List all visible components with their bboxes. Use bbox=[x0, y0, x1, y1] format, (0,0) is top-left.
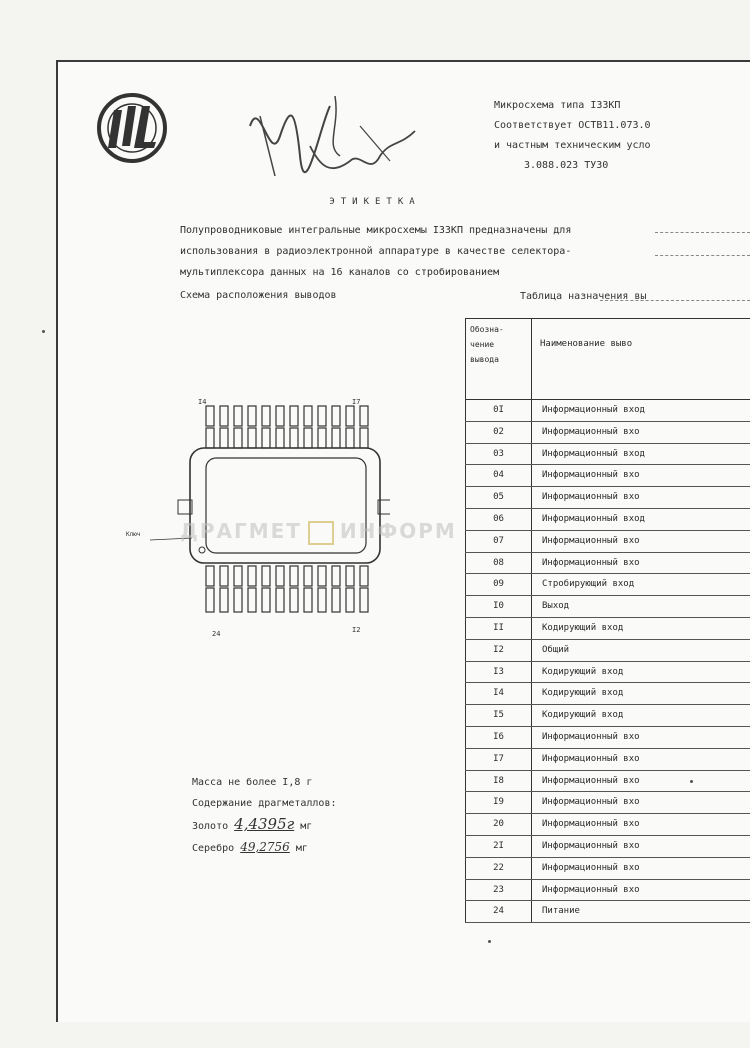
package-pin bbox=[262, 428, 270, 448]
table-row bbox=[465, 400, 750, 422]
pin-function: Выход bbox=[542, 601, 570, 612]
package-pin bbox=[332, 428, 340, 448]
table-header bbox=[465, 319, 750, 400]
pin-function: Стробирующий вход bbox=[542, 579, 635, 590]
mass-info bbox=[192, 772, 337, 859]
intro-line: использования в радиоэлектронной аппаратуре в качестве селектора- bbox=[180, 246, 572, 257]
package-pin bbox=[234, 406, 242, 426]
pin-function: Кодирующий вход bbox=[542, 622, 624, 633]
gold-unit: мг bbox=[300, 821, 313, 832]
package-pin bbox=[346, 566, 354, 586]
table-row bbox=[465, 487, 750, 509]
pin-number: 02 bbox=[465, 422, 532, 443]
package-pin bbox=[234, 428, 242, 448]
package-pin bbox=[248, 406, 256, 426]
package-pin bbox=[360, 406, 368, 426]
pin-function: Кодирующий вход bbox=[542, 688, 624, 699]
pin-number: 22 bbox=[465, 858, 532, 879]
pinout-caption: Схема расположения выводов bbox=[180, 290, 337, 301]
handwritten-signature bbox=[240, 86, 430, 196]
table-row bbox=[465, 596, 750, 618]
package-pin bbox=[234, 588, 242, 612]
pin-number: I2 bbox=[465, 640, 532, 661]
package-pin bbox=[276, 566, 284, 586]
table-row bbox=[465, 618, 750, 640]
table-row bbox=[465, 553, 750, 575]
package-pin bbox=[318, 588, 326, 612]
package-pin bbox=[206, 428, 214, 448]
header-line: и частным техническим усло bbox=[494, 140, 651, 151]
table-row bbox=[465, 727, 750, 749]
package-pin bbox=[220, 588, 228, 612]
pin-function: Кодирующий вход bbox=[542, 710, 624, 721]
pin-number: 23 bbox=[465, 880, 532, 901]
table-row bbox=[465, 422, 750, 444]
pin-number: 0I bbox=[465, 400, 532, 421]
pin-number: 2I bbox=[465, 836, 532, 857]
package-pin bbox=[290, 428, 298, 448]
table-row bbox=[465, 814, 750, 836]
package-pin bbox=[206, 588, 214, 612]
scan-speck bbox=[690, 780, 693, 783]
package-pin bbox=[220, 406, 228, 426]
package-pin bbox=[332, 588, 340, 612]
silver-unit: мг bbox=[295, 843, 308, 854]
package-pin bbox=[318, 428, 326, 448]
silver-line bbox=[192, 837, 337, 859]
package-pin bbox=[276, 428, 284, 448]
pin-function: Информационный вход bbox=[542, 448, 645, 459]
pin-assignment-table bbox=[465, 318, 750, 923]
package-pin bbox=[206, 566, 214, 586]
package-pin bbox=[248, 566, 256, 586]
specification-header bbox=[494, 96, 651, 176]
package-pin bbox=[346, 428, 354, 448]
pin-function: Информационный вхо bbox=[542, 426, 640, 437]
pin-number: 24 bbox=[465, 901, 532, 922]
document-title: ЭТИКЕТКА bbox=[329, 197, 421, 207]
table-row bbox=[465, 749, 750, 771]
pin-number: 09 bbox=[465, 574, 532, 595]
header-line: 3.088.023 ТУ30 bbox=[524, 160, 609, 171]
scan-artifact-line bbox=[655, 255, 750, 257]
watermark-right: ИНФОРМ bbox=[339, 519, 457, 543]
pin-label-bottom-left: 24 bbox=[212, 630, 221, 638]
intro-line: Полупроводниковые интегральные микросхемы I33КП предназначены для bbox=[180, 225, 572, 236]
pin-function: Информационный вхо bbox=[542, 840, 640, 851]
pin-number: I6 bbox=[465, 727, 532, 748]
pin-number: 05 bbox=[465, 487, 532, 508]
pin-function: Информационный вхо bbox=[542, 753, 640, 764]
package-pin bbox=[262, 406, 270, 426]
package-pin bbox=[276, 406, 284, 426]
column-header-function: Наименование выво bbox=[540, 339, 633, 349]
table-row bbox=[465, 640, 750, 662]
pin-function: Питание bbox=[542, 906, 580, 917]
pin-number: II bbox=[465, 618, 532, 639]
table-row bbox=[465, 465, 750, 487]
pin-function: Кодирующий вход bbox=[542, 666, 624, 677]
pin-function: Информационный вход bbox=[542, 513, 645, 524]
package-pin bbox=[290, 566, 298, 586]
header-line: Микросхема типа I33КП bbox=[494, 100, 621, 111]
package-pin bbox=[304, 406, 312, 426]
table-body bbox=[465, 400, 750, 923]
pin-function: Информационный вхо bbox=[542, 557, 640, 568]
package-pin bbox=[290, 588, 298, 612]
table-row bbox=[465, 683, 750, 705]
pin-number: 03 bbox=[465, 444, 532, 465]
precious-metals-line: Содержание драгметаллов: bbox=[192, 798, 337, 809]
package-pin bbox=[220, 566, 228, 586]
package-pin bbox=[318, 406, 326, 426]
package-pin bbox=[318, 566, 326, 586]
scan-artifact-line bbox=[655, 232, 750, 234]
pin-function: Информационный вхо bbox=[542, 884, 640, 895]
package-pin bbox=[220, 428, 228, 448]
pin-label-bottom-right: I2 bbox=[352, 626, 361, 634]
package-pin bbox=[206, 406, 214, 426]
package-pin bbox=[262, 588, 270, 612]
manufacturer-logo bbox=[92, 88, 172, 168]
table-row bbox=[465, 531, 750, 553]
table-row bbox=[465, 509, 750, 531]
pin-number: 20 bbox=[465, 814, 532, 835]
table-row bbox=[465, 574, 750, 596]
pin-function: Информационный вход bbox=[542, 405, 645, 415]
table-row bbox=[465, 836, 750, 858]
package-pin bbox=[304, 588, 312, 612]
pin-number: 07 bbox=[465, 531, 532, 552]
intro-paragraph bbox=[180, 220, 600, 283]
package-pin bbox=[248, 588, 256, 612]
pin-function: Информационный вхо bbox=[542, 775, 640, 786]
silver-value: 49,2756 bbox=[240, 840, 290, 854]
pin-label-top-left: I4 bbox=[198, 398, 207, 406]
package-pin bbox=[248, 428, 256, 448]
package-pin bbox=[346, 588, 354, 612]
package-pin bbox=[360, 566, 368, 586]
pin-number: I8 bbox=[465, 771, 532, 792]
pin-number: 06 bbox=[465, 509, 532, 530]
package-pin bbox=[276, 588, 284, 612]
intro-line: мультиплексора данных на 16 каналов со стробированием bbox=[180, 267, 500, 278]
table-row bbox=[465, 705, 750, 727]
gold-label: Золото bbox=[192, 821, 229, 832]
pin-number: I7 bbox=[465, 749, 532, 770]
package-pin bbox=[360, 588, 368, 612]
watermark-left: ДРАГМЕТ bbox=[180, 519, 302, 543]
column-header-pin: Обозна- чение вывода bbox=[465, 319, 532, 399]
scan-speck bbox=[42, 330, 45, 333]
pin-function: Информационный вхо bbox=[542, 470, 640, 481]
pin-number: I0 bbox=[465, 596, 532, 617]
table-row bbox=[465, 880, 750, 902]
pin-table-caption: Таблица назначения вы bbox=[520, 291, 647, 302]
pin-number: 08 bbox=[465, 553, 532, 574]
pin-function: Информационный вхо bbox=[542, 492, 640, 503]
pin-number: I3 bbox=[465, 662, 532, 683]
table-row bbox=[465, 858, 750, 880]
table-row bbox=[465, 771, 750, 793]
package-pin bbox=[290, 406, 298, 426]
silver-label: Серебро bbox=[192, 843, 235, 854]
pin-number: I5 bbox=[465, 705, 532, 726]
table-row bbox=[465, 662, 750, 684]
pin-function: Информационный вхо bbox=[542, 862, 640, 873]
package-pin bbox=[304, 566, 312, 586]
pin-function: Информационный вхо bbox=[542, 535, 640, 546]
mass-line: Масса не более I,8 г bbox=[192, 777, 313, 788]
package-pin bbox=[332, 566, 340, 586]
pin-number: I4 bbox=[465, 683, 532, 704]
pin-function: Общий bbox=[542, 644, 570, 655]
pin-function: Информационный вхо bbox=[542, 797, 640, 808]
table-row bbox=[465, 901, 750, 923]
pin-number: 04 bbox=[465, 465, 532, 486]
pin-function: Информационный вхо bbox=[542, 731, 640, 742]
pinout-diagram bbox=[120, 388, 390, 638]
header-line: Соответствует ОСТВ11.073.0 bbox=[494, 120, 651, 131]
gold-line bbox=[192, 814, 337, 837]
package-pin bbox=[234, 566, 242, 586]
package-pin bbox=[360, 428, 368, 448]
watermark-emblem bbox=[308, 521, 334, 545]
pin-label-top-right: I7 bbox=[352, 398, 361, 406]
package-pin bbox=[332, 406, 340, 426]
gold-value: 4,4395г bbox=[234, 815, 295, 833]
pin-function: Информационный вхо bbox=[542, 819, 640, 830]
package-pin bbox=[346, 406, 354, 426]
table-row bbox=[465, 792, 750, 814]
table-row bbox=[465, 444, 750, 466]
watermark bbox=[180, 519, 457, 545]
scan-speck bbox=[488, 940, 491, 943]
package-pin bbox=[304, 428, 312, 448]
pin-number: I9 bbox=[465, 792, 532, 813]
package-pin bbox=[262, 566, 270, 586]
key-marker-label: Ключ bbox=[126, 531, 141, 538]
